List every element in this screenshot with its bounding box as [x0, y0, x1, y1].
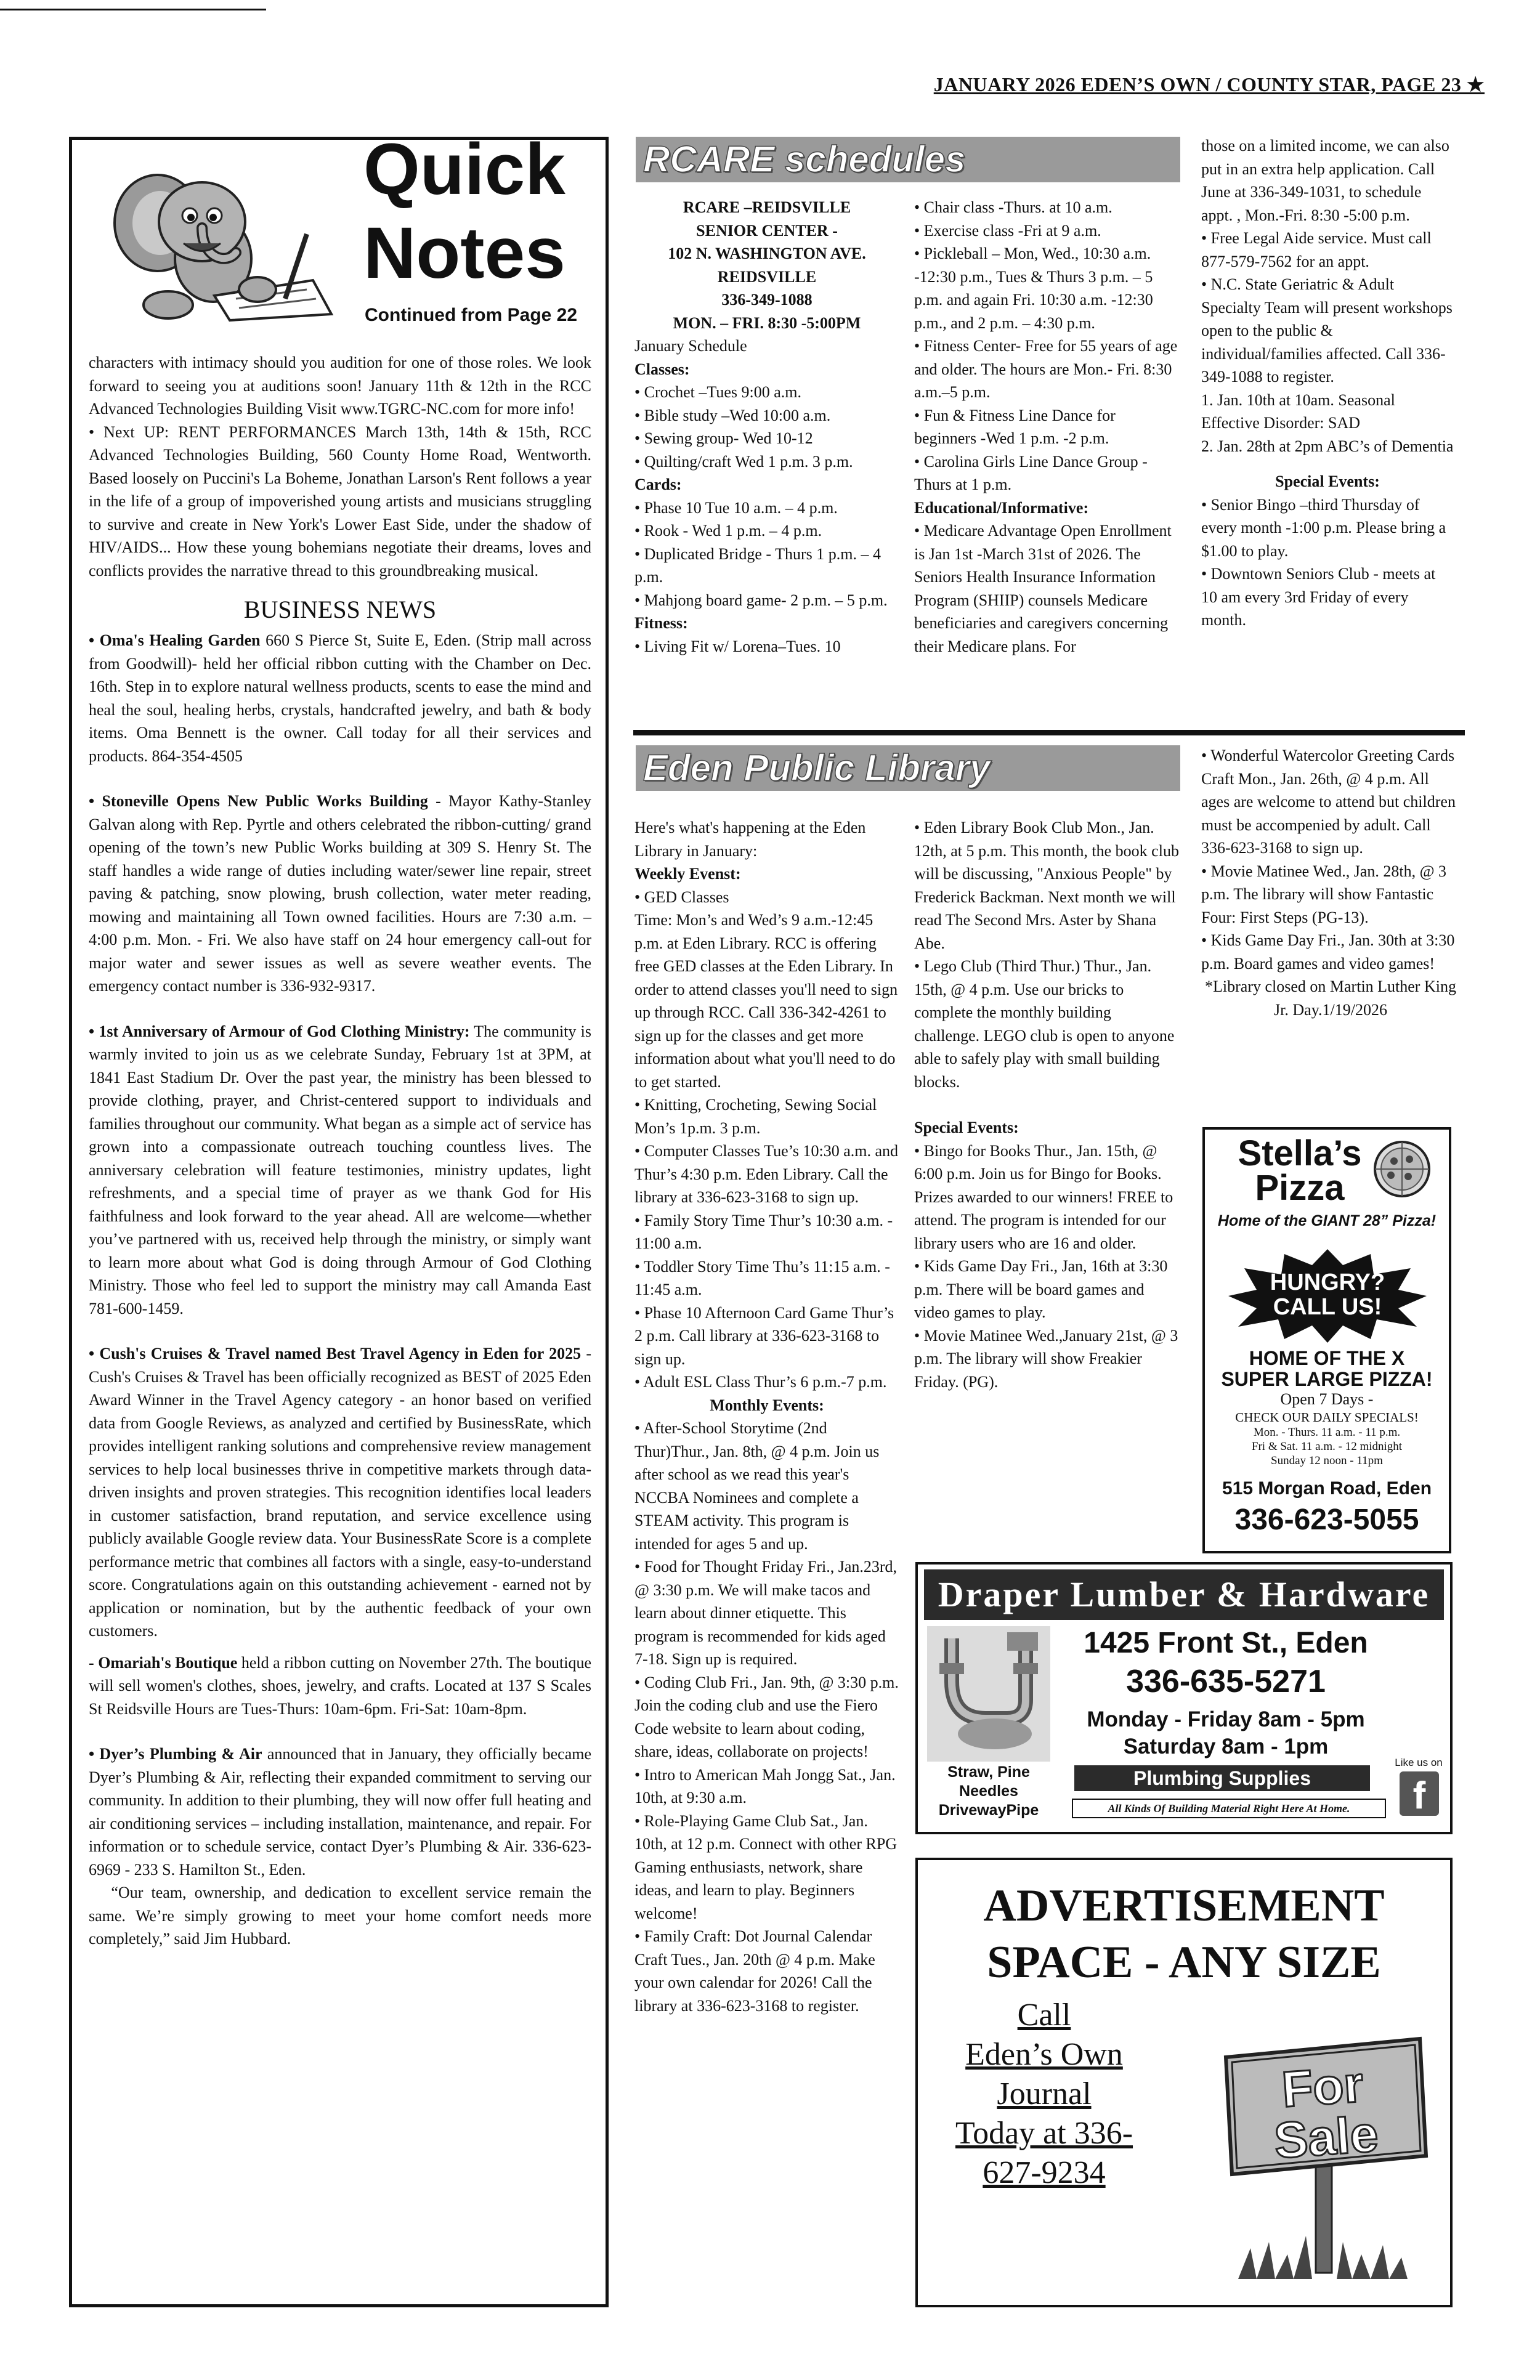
draper-hours-saturday: Saturday 8am - 1pm — [1123, 1734, 1329, 1759]
draper-phone: 336-635-5271 — [1126, 1664, 1326, 1699]
library-col2: • Eden Library Book Club Mon., Jan. 12th, at 5 p.m. This month, the book club will be discussing, "Anxious People" by Frederick Backman. Next month we will read The Second Mrs. Aster by Shana Abe. • Lego Club (Third Thur.) Thur., Jan. 15th, @ 4 p.m. Use our bricks to complete the monthly building challenge. LEGO club is open to anyone able to safely play with small building blocks. Special Events: • Bingo for Books Thur., Jan. 15th, @ 6:00 p.m. Join us for Bingo for Books. Prizes awarded to our winners! FREE to attend. The program is intended for our library users who are 16 and older. • Kids Game Day Fri., Jan, 16th at 3:30 p.m. There will be board games and video games to play. • Movie Matinee Wed.,January 21st, @ 3 p.m. The library will show Freakier Friday. (PG). — [914, 819, 1179, 1391]
like-us-label: Like us on — [1395, 1757, 1443, 1768]
section-divider — [633, 730, 1465, 735]
facebook-icon[interactable]: f — [1400, 1771, 1439, 1816]
stellas-tagline: Home of the GIANT 28” Pizza! — [1217, 1212, 1437, 1229]
plumbing-pipe-image — [927, 1626, 1050, 1762]
rcare-col1: RCARE –REIDSVILLE SENIOR CENTER - 102 N. WASHINGTON AVE. REIDSVILLE 336-349-1088 MON. – FRI. 8:30 -5:00PM January Schedule Classes: • Crochet –Tues 9:00 a.m. • Bible study –Wed 10:00 a.m. • Sewing group- Wed 10-12 • Quilting/craft Wed 1 p.m. 3 p.m. Cards: • Phase 10 Tue 10 a.m. – 4 p.m. • Rook - Wed 1 p.m. – 4 p.m. • Duplicated Bridge - Thurs 1 p.m. – 4 p.m. • Mahjong board game- 2 p.m. – 5 p.m. Fitness: • Living Fit w/ Lorena–Tues. 10 — [634, 196, 899, 658]
for-sale-sign-text: For Sale — [1272, 2056, 1380, 2169]
business-item: • Dyer’s Plumbing & Air announced that in January, they officially became Dyer’s Plumbing & Air, reflecting their expanded commitment to serving our community. In addition to their plumbing, they will now offer full heating and air conditioning services – including installation, maintenance, and repair. For information or to schedule service, contact Dyer’s Plumbing & Air. 336-623-6969 - 233 S. Hamilton St., Eden. — [89, 1745, 592, 1879]
library-col1: Here's what's happening at the Eden Library in January: Weekly Evenst: • GED Classes Time: Mon’s and Wed’s 9 a.m.-12:45 p.m. at Eden Library. RCC is offering free GED classes at the Eden Library. In order to attend classes you'll need to sign up through RCC. Call 336-342-4261 to sign up for the classes and get more information about what you'll need to do to get started. • Knitting, Crocheting, Sewing Social Mon’s 1p.m. 3 p.m. • Computer Classes Tue’s 10:30 a.m. and Thur’s 4:30 p.m. Eden Library. Call the library at 336-623-3168 to sign up. • Family Story Time Thur’s 10:30 a.m. - 11:00 a.m. • Toddler Story Time Thu’s 11:15 a.m. - 11:45 a.m. • Phase 10 Afternoon Card Game Thur’s 2 p.m. Call library at 336-623-3168 to sign up. • Adult ESL Class Thur’s 6 p.m.-7 p.m. Monthly Events: • After-School Storytime (2nd Thur)Thur., Jan. 8th, @ 4 p.m. Join us after school as we read this year's NCCBA Nominees and complete a STEAM activity. This program is intended for ages 5 and up. • Food for Thought Friday Fri., Jan.23rd, @ 3:30 p.m. We will make tacos and learn about dinner etiquette. This program is recommended for kids aged 7-18. Sign up is required. • Coding Club Fri., Jan. 9th, @ 3:30 p.m. Join the coding club and use the Fiero Code website to learn about coding, share, ideas, collaborate on projects! • Intro to American Mah Jongg Sat., Jan. 10th, at 9:30 a.m. • Role-Playing Game Club Sat., Jan. 10th, at 12 p.m. Connect with other RPG Gaming enthusiasts, network, share ideas, and learn to play. Beginners welcome! • Family Craft: Dot Journal Calendar Craft Tues., Jan. 20th @ 4 p.m. Make your own calendar for 2026! Call the library at 336-623-3168 to register. — [634, 819, 899, 2015]
masthead: JANUARY 2026 EDEN’S OWN / COUNTY STAR, PAGE 23 ★ — [933, 73, 1485, 95]
continued-label: Continued from Page 22 — [365, 305, 578, 325]
rcare-col3: those on a limited income, we can also put in an extra help application. Call June at 336-349-1031, to schedule appt. , Mon.-Fri. 8:30 -5:00 p.m. • Free Legal Aide service. Must call 877-579-7562 for an appt. • N.C. State Geriatric & Adult Specialty Team will present workshops open to the public & individual/families affected. Call 336-349-1088 to register. 1. Jan. 10th at 10am. Seasonal Effective Disorder: SAD 2. Jan. 28th at 2pm ABC’s of Dementia Special Events: • Senior Bingo –third Thursday of every month -1:00 p.m. Please bring a $1.00 to play. • Downtown Seniors Club - meets at 10 am every 3rd Friday of every month. — [1201, 137, 1454, 629]
rcare-header: RCARE schedules — [636, 137, 1180, 182]
business-item: • Oma's Healing Garden 660 S Pierce St, Suite E, Eden. (Strip mall across from Goodwill)- held her official ribbon cutting with the Chamber on Dec. 16th. Step in to explore natural wellness products, scents to ease the mind and heal the soul, healing herbs, crystals, handcrafted jewelry, and bath & body items. Oma Bennett is the owner. Call today for all their services and products. 864-354-4505 — [89, 631, 591, 765]
intro-paragraph: • Next UP: RENT PERFORMANCES March 13th, 14th & 15th, RCC Advanced Technologies Building, 560 County Home Road, Wentworth. Based loosely on Puccini's La Boheme, Jonathan Larson's Rent follows a year in the life of a group of impoverished young artists and musicians struggling to survive and create in New York's Lower East Side, under the shadow of HIV/AIDS... How these young bohemians negotiate their dreams, loves and conflicts provides the narrative thread to this groundbreaking musical. — [89, 423, 591, 580]
pizza-image — [1372, 1139, 1432, 1199]
draper-slogan: All Kinds Of Building Material Right Here At Home. — [1072, 1799, 1386, 1818]
library-header: Eden Public Library — [636, 745, 1180, 791]
business-item: • Stoneville Opens New Public Works Building - Mayor Kathy-Stanley Galvan along with Rep. Pyrtle and others celebrated the ribbon-cutting/ grand opening of the town’s new Public Works building at 309 S. Henry St. The staff handles a wide range of duties including water/sewer line repair, street paving & patching, snow plowing, brush collection, water meter reading, mowing and maintaining all Town owned facilities. Hours are 7:30 a.m. – 4:00 p.m. Mon. - Fri. We also have staff on 24 hour emergency call-out for major water and sewer issues as well as severe weather events. The emergency contact number is 336-932-9317. — [89, 792, 591, 995]
quick-notes-title-line2: Notes — [363, 212, 565, 294]
plumbing-supplies-band: Plumbing Supplies — [1074, 1765, 1370, 1791]
stellas-hours: Open 7 Days - CHECK OUR DAILY SPECIALS! Mon. - Thurs. 11 a.m. - 11 p.m. Fri & Sat. 11 a.m. - 12 midnight Sunday 12 noon - 11pm — [1235, 1390, 1419, 1467]
rcare-address: RCARE –REIDSVILLE SENIOR CENTER - 102 N. WASHINGTON AVE. REIDSVILLE 336-349-1088 MON. – FRI. 8:30 -5:00PM — [668, 198, 866, 332]
business-news-heading: BUSINESS NEWS — [243, 596, 437, 623]
top-rule — [0, 9, 266, 10]
stellas-address: 515 Morgan Road, Eden — [1222, 1478, 1432, 1499]
stellas-name: Stella’s Pizza — [1238, 1133, 1362, 1208]
quick-notes-body — [89, 351, 591, 1951]
advert-headline: ADVERTISEMENT SPACE - ANY SIZE — [983, 1880, 1385, 1988]
advert-call: Call Eden’s Own Journal Today at 336- 627-9234 — [955, 1997, 1133, 2190]
business-item: • Cush's Cruises & Travel named Best Travel Agency in Eden for 2025 - Cush's Cruises & Travel has been officially recognized as BEST of 2025 Eden Award Winner in the Travel Agency category - an honor based on verified data from Google Reviews, as analyzed and certified by BusinessRate, which provides intelligent ranking solutions and comprehensive review management services to help local businesses thrive in competitive markets through data-driven insights and proven strategies. This recognition identifies local leaders in customer satisfaction, brand reputation, and service excellence using publicly available Google review data. Your BusinessRate Score is a complete performance metric that combines all factors with a single, easy-to-understand score. Congratulations again on this outstanding achievement - earned not by application or nomination, but by the authentic feedback of your own customers. — [89, 1345, 591, 1640]
business-item: • 1st Anniversary of Armour of God Clothing Ministry: The community is warmly invited to join us as we celebrate Sunday, February 1st at 3PM, at 1841 East Stadium Dr. Over the past year, the ministry has been blessed to provide clothing, prayer, and Christ-centered support to individuals and families throughout our community. What began as a simple act of service has grown into a compassionate outreach touching countless lives. The anniversary celebration will feature testimonies, ministry updates, light refreshments, and a special time of prayer as we thank God for His faithfulness and look forward to the year ahead. All are welcome—whether you’ve partnered with us, received help through the ministry, or simply want to learn more about what God is doing through Armour of God Clothing Ministry. Those who feel led to support the ministry may call Amanda East 781-600-1459. — [89, 1022, 591, 1318]
rcare-col2: • Chair class -Thurs. at 10 a.m. • Exercise class -Fri at 9 a.m. • Pickleball – Mon, Wed., 10:30 a.m. -12:30 p.m., Tues & Thurs 3 p.m. – 5 p.m. and again Fri. 10:30 a.m. -12:30 p.m., and 2 p.m. – 4:30 p.m. • Fitness Center- Free for 55 years of age and older. The hours are Mon.- Fri. 8:30 a.m.–5 p.m. • Fun & Fitness Line Dance for beginners -Wed 1 p.m. -2 p.m. • Carolina Girls Line Dance Group -Thurs at 1 p.m. Educational/Informative: • Medicare Advantage Open Enrollment is Jan 1st -March 31st of 2026. The Seniors Health Insurance Information Program (SHIIP) counsels Medicare beneficiaries and caregivers concerning their Medicare plans. For — [914, 198, 1178, 655]
draper-hours-weekday: Monday - Friday 8am - 5pm — [1087, 1707, 1365, 1731]
business-item: - Omariah's Boutique held a ribbon cutting on November 27th. The boutique will sell women's clothes, shoes, jewelry, and crafts. Located at 137 S Scales St Reidsville Hours are Tues-Thurs: 10am-6pm. Fri-Sat: 10am-8pm. — [89, 1653, 591, 1718]
draper-address: 1425 Front St., Eden — [1084, 1627, 1368, 1659]
stellas-home: HOME OF THE X SUPER LARGE PIZZA! — [1221, 1347, 1433, 1390]
quick-notes-title-line1: Quick — [363, 129, 565, 210]
closing-quote: “Our team, ownership, and dedication to excellent service remain the same. We’re simply growing to meet your home comfort needs more completely,” said Jim Hubbard. — [89, 1884, 591, 1948]
draper-title: Draper Lumber & Hardware — [924, 1569, 1444, 1620]
draper-caption: Straw, Pine Needles DrivewayPipe — [938, 1763, 1039, 1819]
hungry-text: HUNGRY? CALL US! — [1270, 1269, 1385, 1320]
elephant-mascot-image — [110, 166, 344, 326]
library-col3: • Wonderful Watercolor Greeting Cards Craft Mon., Jan. 26th, @ 4 p.m. All ages are welcome to attend but children must be accompenied by adult. Call 336-623-3168 to sign up. • Movie Matinee Wed., Jan. 28th, @ 3 p.m. The library will show Fantastic Four: First Steps (PG-13). • Kids Game Day Fri., Jan. 30th at 3:30 p.m. Board games and video games! *Library closed on Martin Luther King Jr. Day.1/19/2026 — [1201, 747, 1456, 1019]
intro-paragraph: characters with intimacy should you audition for one of those roles. We look forward to seeing you at auditions soon! January 11th & 12th in the RCC Advanced Technologies Building Visit www.TGRC-NC.com for more info! — [89, 354, 591, 418]
stellas-phone: 336-623-5055 — [1234, 1504, 1419, 1536]
